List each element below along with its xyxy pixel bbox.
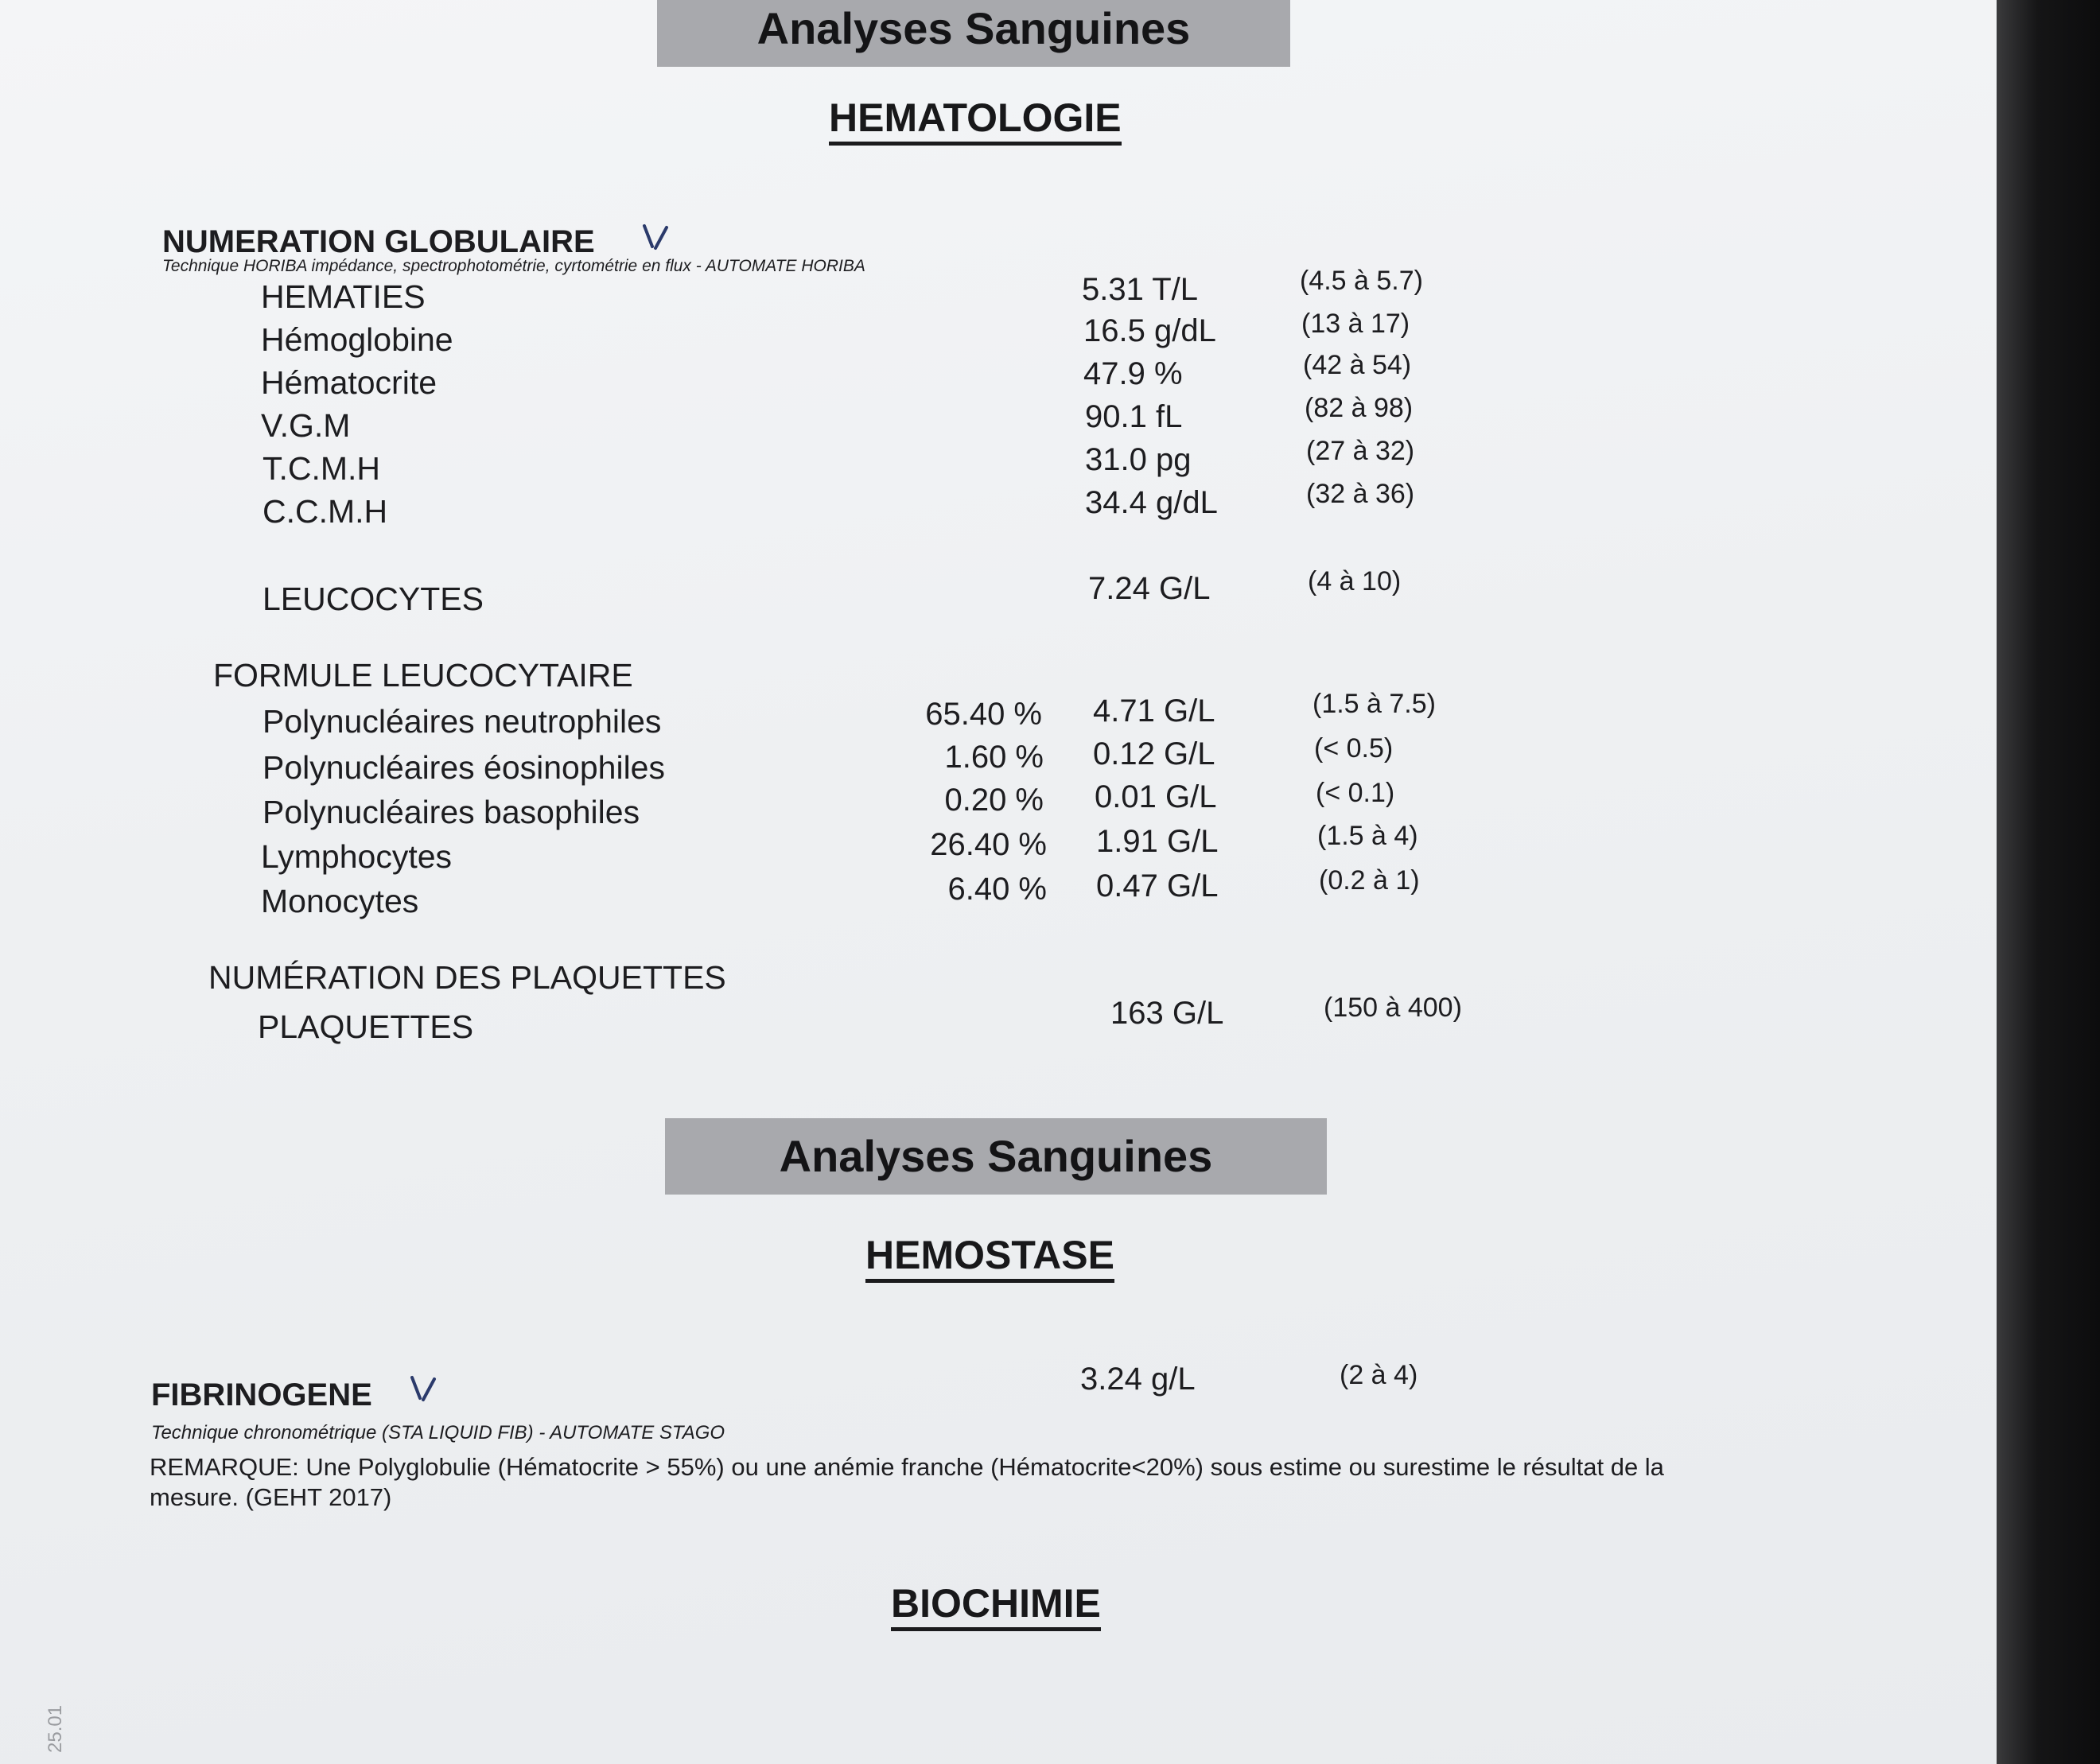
row-pct-neutrophiles: 65.40 % [925,697,1042,732]
row-value-hematies: 5.31 T/L [1082,272,1199,307]
row-pct-basophiles: 0.20 % [944,783,1044,818]
row-label-lymphocytes: Lymphocytes [261,838,453,875]
analyses-banner-top [657,0,1290,67]
row-ref-neutrophiles: (1.5 à 7.5) [1312,689,1436,719]
row-value-hemoglobine: 16.5 g/dL [1083,313,1216,348]
numeration-globulaire-title [162,224,595,260]
row-label-ccmh: C.C.M.H [262,493,388,530]
row-value-hematocrite: 47.9 % [1083,356,1183,391]
row-label-monocytes: Monocytes [261,883,419,919]
row-ref-tcmh: (27 à 32) [1306,436,1415,466]
fibrinogene-technique: Technique chronométrique (STA LIQUID FIB) - AUTOMATE STAGO [151,1422,725,1443]
row-ref-ccmh: (32 à 36) [1306,479,1415,509]
row-value-leucocytes: 7.24 G/L [1088,571,1211,606]
margin-code: 25.01 [45,1704,66,1753]
row-value-basophiles: 0.01 G/L [1095,779,1217,814]
row-value-fibrinogene: 3.24 g/L [1080,1362,1196,1397]
row-label-vgm: V.G.M [261,407,351,444]
row-value-plaquettes: 163 G/L [1110,996,1224,1031]
row-ref-hemoglobine: (13 à 17) [1301,309,1410,339]
row-value-tcmh: 31.0 pg [1085,442,1192,477]
row-value-ccmh: 34.4 g/dL [1085,485,1218,520]
row-label-hematocrite: Hématocrite [261,364,438,401]
numeration-globulaire-label: NUMERATION GLOBULAIRE [162,224,595,259]
row-ref-lymphocytes: (1.5 à 4) [1317,821,1418,851]
formule-leucocytaire-title: FORMULE LEUCOCYTAIRE [213,657,633,694]
row-label-basophiles: Polynucléaires basophiles [262,794,640,830]
row-ref-hematies: (4.5 à 5.7) [1300,266,1423,296]
analyses-banner-hemostase [665,1118,1327,1195]
row-label-hematies: HEMATIES [261,278,426,315]
row-value-eosinophiles: 0.12 G/L [1093,736,1215,771]
row-ref-fibrinogene: (2 à 4) [1340,1360,1418,1390]
row-value-vgm: 90.1 fL [1085,399,1183,434]
numeration-technique: Technique HORIBA impédance, spectrophotométrie, cyrtométrie en flux - AUTOMATE HORIBA [162,257,865,275]
section-title-hemostase: HEMOSTASE [865,1233,1114,1283]
validation-check-icon [640,223,671,254]
row-label-eosinophiles: Polynucléaires éosinophiles [262,749,665,786]
row-ref-vgm: (82 à 98) [1305,393,1414,423]
row-ref-plaquettes: (150 à 400) [1324,993,1462,1023]
dark-background-edge [1997,0,2100,1764]
row-label-hemoglobine: Hémoglobine [261,321,453,358]
fibrinogene-title [151,1377,372,1413]
row-pct-lymphocytes: 26.40 % [930,827,1047,862]
analyses-banner-top-text: Analyses Sanguines [756,3,1191,53]
section-title-hematologie: HEMATOLOGIE [829,95,1122,146]
numeration-plaquettes-title: NUMÉRATION DES PLAQUETTES [208,959,726,996]
row-label-neutrophiles: Polynucléaires neutrophiles [262,703,662,740]
validation-check-icon-fibrinogene [407,1374,439,1406]
row-value-lymphocytes: 1.91 G/L [1096,824,1219,859]
analyses-banner-hemostase-text: Analyses Sanguines [779,1131,1213,1181]
fibrinogene-remark: REMARQUE: Une Polyglobulie (Hématocrite > 55%) ou une anémie franche (Hématocrite<20%) sous estime ou surestime le résultat de la mesure. (GEHT 2017) [150,1453,1664,1511]
row-ref-basophiles: (< 0.1) [1316,778,1395,808]
row-label-leucocytes: LEUCOCYTES [262,581,484,617]
row-ref-leucocytes: (4 à 10) [1308,566,1402,596]
row-ref-eosinophiles: (< 0.5) [1314,733,1394,763]
fibrinogene-label: FIBRINOGENE [151,1377,372,1412]
row-ref-hematocrite: (42 à 54) [1303,350,1412,380]
row-pct-monocytes: 6.40 % [947,872,1047,907]
row-label-tcmh: T.C.M.H [262,450,381,487]
row-label-plaquettes: PLAQUETTES [258,1008,474,1045]
row-value-monocytes: 0.47 G/L [1096,868,1219,903]
section-title-biochimie: BIOCHIMIE [891,1581,1101,1631]
row-value-neutrophiles: 4.71 G/L [1093,694,1215,729]
row-pct-eosinophiles: 1.60 % [944,740,1044,775]
row-ref-monocytes: (0.2 à 1) [1319,865,1420,896]
